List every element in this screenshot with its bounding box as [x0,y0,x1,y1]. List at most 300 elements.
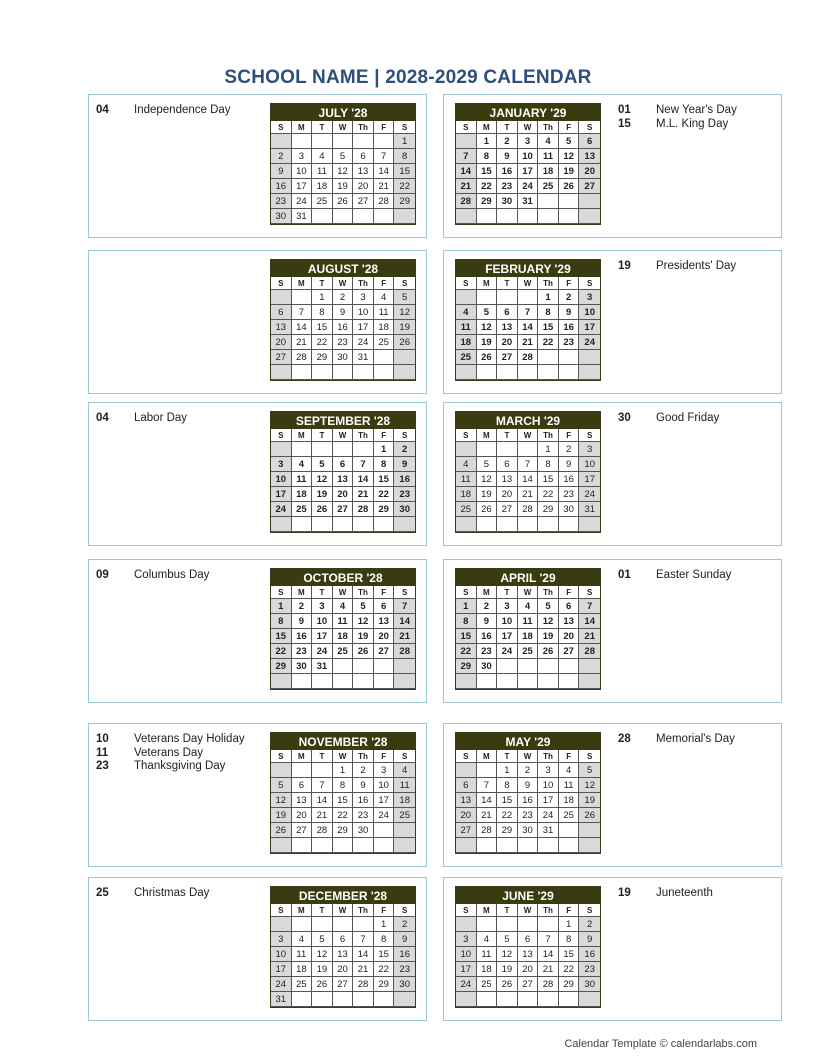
day-cell [292,290,313,305]
weekday-header: M [292,121,313,134]
day-cell: 11 [538,149,559,164]
day-cell: 19 [333,179,354,194]
holiday-name: M.L. King Day [656,117,729,130]
day-cell: 15 [559,947,580,962]
day-cell: 22 [374,962,395,977]
day-cell: 22 [559,962,580,977]
month-header: AUGUST '28 [271,260,415,277]
holiday-date: 28 [618,733,631,745]
day-cell: 19 [477,487,498,502]
day-cell: 2 [497,134,518,149]
day-cell: 14 [477,793,498,808]
day-cell: 4 [456,457,477,472]
day-cell [456,290,477,305]
day-cell [292,442,313,457]
day-cell: 31 [579,502,600,517]
day-cell: 28 [292,350,313,365]
day-cell: 17 [292,179,313,194]
day-cell: 2 [477,599,498,614]
holiday-item [618,118,737,132]
day-cell: 6 [518,932,539,947]
day-cell [292,838,313,853]
day-cell: 15 [538,472,559,487]
day-cell: 14 [353,472,374,487]
holiday-item [618,887,713,901]
day-cell [456,517,477,532]
day-cell: 18 [518,629,539,644]
day-cell: 3 [374,763,395,778]
holiday-item [96,887,209,901]
day-cell [353,659,374,674]
day-cell: 1 [538,290,559,305]
weekday-header: M [477,121,498,134]
day-cell: 12 [559,149,580,164]
month-header: DECEMBER '28 [271,887,415,904]
day-cell: 9 [394,457,415,472]
day-cell [312,838,333,853]
day-cell: 15 [312,320,333,335]
day-cell [374,838,395,853]
day-cell [518,365,539,380]
holiday-name: Easter Sunday [656,569,732,581]
day-cell [374,823,395,838]
weekday-header: S [394,121,415,134]
day-cell [333,659,354,674]
day-cell: 6 [579,134,600,149]
day-cell [477,763,498,778]
day-cell: 16 [518,793,539,808]
day-cell: 25 [394,808,415,823]
day-cell [456,763,477,778]
day-cell: 2 [579,917,600,932]
month-calendar [270,568,416,690]
day-cell: 16 [497,164,518,179]
day-cell: 27 [271,350,292,365]
day-cell [374,517,395,532]
holiday-date: 01 [618,104,631,116]
day-cell: 24 [353,335,374,350]
weekday-header: Th [538,586,559,599]
day-cell [497,517,518,532]
day-cell: 13 [333,947,354,962]
day-cell: 22 [497,808,518,823]
day-cell: 29 [456,659,477,674]
holiday-date: 01 [618,569,631,581]
day-cell: 24 [292,194,313,209]
weekday-header: S [579,750,600,763]
day-cell [374,134,395,149]
month-calendar [270,103,416,225]
footer-credit: Calendar Template © calendarlabs.com [564,1038,757,1050]
day-cell [312,517,333,532]
weekday-header: W [518,904,539,917]
day-cell: 14 [518,472,539,487]
day-cell: 26 [497,977,518,992]
day-cell: 20 [333,962,354,977]
day-cell: 7 [518,457,539,472]
day-cell: 16 [559,320,580,335]
day-cell: 17 [353,320,374,335]
holiday-date: 19 [618,260,631,272]
day-cell: 14 [394,614,415,629]
day-cell [456,365,477,380]
day-cell [456,917,477,932]
day-cell: 8 [477,149,498,164]
day-cell: 10 [292,164,313,179]
day-cell: 5 [477,457,498,472]
weekday-header: M [292,904,313,917]
day-cell: 7 [456,149,477,164]
day-cell: 17 [456,962,477,977]
day-cell: 10 [579,305,600,320]
weekday-header: F [374,586,395,599]
day-cell [353,209,374,224]
day-cell [353,442,374,457]
day-cell: 10 [374,778,395,793]
day-cell: 6 [374,599,395,614]
day-cell: 31 [271,992,292,1007]
weekday-header: W [333,586,354,599]
day-cell: 20 [456,808,477,823]
day-cell: 10 [456,947,477,962]
day-cell [579,838,600,853]
day-cell: 21 [456,179,477,194]
holiday-item [96,104,231,118]
weekday-header: F [559,429,580,442]
day-cell: 26 [559,179,580,194]
month-calendar [270,259,416,381]
day-cell: 17 [312,629,333,644]
day-cell: 15 [374,947,395,962]
day-cell: 22 [477,179,498,194]
day-cell [497,659,518,674]
day-cell: 8 [538,457,559,472]
day-cell: 20 [497,487,518,502]
day-cell [353,917,374,932]
day-cell: 8 [497,778,518,793]
weekday-header: S [271,586,292,599]
day-cell [292,517,313,532]
day-cell: 4 [394,763,415,778]
holiday-item [96,569,209,583]
weekday-header: S [579,121,600,134]
day-cell: 1 [374,442,395,457]
day-cell: 12 [353,614,374,629]
day-cell: 1 [333,763,354,778]
holiday-item [618,569,731,583]
day-cell: 24 [456,977,477,992]
day-cell: 19 [538,629,559,644]
day-cell: 16 [559,472,580,487]
day-cell [579,674,600,689]
day-cell: 26 [353,644,374,659]
day-cell: 19 [579,793,600,808]
day-cell: 23 [497,179,518,194]
day-cell: 11 [518,614,539,629]
day-cell: 5 [497,932,518,947]
weekday-header: Th [353,429,374,442]
day-cell [333,442,354,457]
day-cell [312,763,333,778]
holiday-item [96,747,245,761]
day-cell: 26 [394,335,415,350]
holiday-item [96,412,187,426]
day-cell [497,442,518,457]
day-grid [271,429,415,532]
day-cell [312,365,333,380]
holiday-name: New Year's Day [656,104,737,116]
day-cell: 14 [518,320,539,335]
day-cell: 29 [477,194,498,209]
day-cell: 12 [394,305,415,320]
day-cell: 5 [477,305,498,320]
day-cell: 11 [559,778,580,793]
day-cell: 26 [312,977,333,992]
day-cell [518,442,539,457]
day-cell: 27 [292,823,313,838]
day-cell: 28 [579,644,600,659]
day-cell: 18 [456,487,477,502]
day-cell: 29 [559,977,580,992]
day-grid [271,586,415,689]
holiday-date: 09 [96,569,109,581]
day-cell: 4 [333,599,354,614]
day-cell: 29 [538,502,559,517]
day-cell: 20 [353,179,374,194]
weekday-header: M [477,586,498,599]
day-cell: 22 [456,644,477,659]
day-cell: 24 [374,808,395,823]
month-calendar [455,411,601,533]
day-cell: 5 [312,457,333,472]
day-cell: 30 [477,659,498,674]
day-cell: 27 [456,823,477,838]
day-cell: 11 [292,947,313,962]
day-cell: 3 [292,149,313,164]
weekday-header: T [312,750,333,763]
month-calendar [270,732,416,854]
day-cell: 27 [353,194,374,209]
weekday-header: F [374,277,395,290]
day-cell [394,823,415,838]
day-cell: 27 [374,644,395,659]
day-cell: 28 [477,823,498,838]
day-cell: 23 [579,962,600,977]
day-cell: 23 [271,194,292,209]
day-cell: 3 [579,442,600,457]
day-grid [456,277,600,380]
day-cell: 22 [538,335,559,350]
month-header: OCTOBER '28 [271,569,415,586]
day-cell: 13 [559,614,580,629]
day-cell: 5 [312,932,333,947]
day-grid [456,904,600,1007]
month-calendar [270,411,416,533]
day-cell [394,992,415,1007]
day-cell: 19 [312,487,333,502]
day-cell: 19 [394,320,415,335]
weekday-header: W [518,750,539,763]
day-cell: 5 [538,599,559,614]
day-cell: 5 [353,599,374,614]
day-cell: 4 [374,290,395,305]
day-cell [477,517,498,532]
day-cell [292,134,313,149]
day-cell: 18 [292,962,313,977]
day-cell: 9 [333,305,354,320]
day-cell [374,365,395,380]
day-cell: 7 [353,457,374,472]
day-cell [518,659,539,674]
day-cell: 4 [477,932,498,947]
day-cell: 22 [271,644,292,659]
day-cell: 29 [333,823,354,838]
day-cell: 24 [579,487,600,502]
day-cell: 18 [456,335,477,350]
day-cell: 18 [312,179,333,194]
day-cell [333,992,354,1007]
day-cell [374,350,395,365]
day-cell: 7 [353,932,374,947]
weekday-header: Th [538,121,559,134]
day-cell: 19 [559,164,580,179]
day-cell: 12 [538,614,559,629]
day-cell [333,365,354,380]
day-cell: 2 [559,290,580,305]
day-grid [271,904,415,1007]
day-cell: 30 [497,194,518,209]
day-cell [559,674,580,689]
weekday-header: S [456,277,477,290]
weekday-header: T [497,429,518,442]
day-cell: 20 [271,335,292,350]
day-cell: 20 [518,962,539,977]
day-cell [333,517,354,532]
day-cell: 1 [394,134,415,149]
day-cell: 8 [312,305,333,320]
day-cell: 2 [394,442,415,457]
day-cell [312,209,333,224]
day-cell: 23 [559,487,580,502]
day-cell [312,917,333,932]
day-cell: 26 [477,502,498,517]
day-cell: 21 [292,335,313,350]
day-cell [292,365,313,380]
weekday-header: T [497,750,518,763]
day-cell: 3 [271,457,292,472]
day-cell: 1 [559,917,580,932]
day-cell: 17 [497,629,518,644]
day-cell: 11 [477,947,498,962]
day-cell: 3 [353,290,374,305]
day-cell: 18 [292,487,313,502]
day-cell: 23 [333,335,354,350]
holiday-item [618,733,735,747]
day-cell: 1 [456,599,477,614]
weekday-header: T [497,121,518,134]
day-cell [456,992,477,1007]
day-cell [559,838,580,853]
day-cell [538,365,559,380]
day-cell: 7 [394,599,415,614]
day-cell: 8 [333,778,354,793]
day-cell [518,674,539,689]
day-cell: 30 [518,823,539,838]
day-cell [538,517,559,532]
day-cell: 12 [477,472,498,487]
holiday-item [618,412,719,426]
holiday-name: Veterans Day Holiday [134,733,245,745]
day-cell: 31 [518,194,539,209]
day-cell: 24 [271,502,292,517]
day-cell [312,992,333,1007]
weekday-header: S [579,586,600,599]
day-cell: 28 [456,194,477,209]
weekday-header: S [579,277,600,290]
day-cell: 23 [518,808,539,823]
day-cell [271,917,292,932]
day-cell: 30 [579,977,600,992]
day-cell: 14 [456,164,477,179]
holiday-item [96,760,245,774]
day-cell: 6 [497,305,518,320]
weekday-header: S [394,750,415,763]
day-cell: 1 [477,134,498,149]
weekday-header: F [374,121,395,134]
day-cell: 24 [579,335,600,350]
holiday-list [618,733,735,747]
day-cell: 10 [353,305,374,320]
month-header: JULY '28 [271,104,415,121]
day-cell [559,350,580,365]
day-cell: 13 [271,320,292,335]
day-cell: 18 [394,793,415,808]
day-cell [292,992,313,1007]
weekday-header: T [497,904,518,917]
day-cell: 8 [559,932,580,947]
day-cell: 13 [497,472,518,487]
day-cell: 14 [292,320,313,335]
day-cell: 13 [497,320,518,335]
weekday-header: Th [353,904,374,917]
day-cell: 28 [518,502,539,517]
day-cell: 16 [477,629,498,644]
day-cell: 8 [456,614,477,629]
day-cell: 9 [477,614,498,629]
holiday-item [618,104,737,118]
day-cell: 6 [497,457,518,472]
day-cell [456,209,477,224]
day-cell: 21 [394,629,415,644]
weekday-header: Th [353,277,374,290]
day-cell: 16 [394,472,415,487]
day-cell: 25 [292,977,313,992]
day-cell [333,209,354,224]
weekday-header: M [477,904,498,917]
day-cell: 8 [394,149,415,164]
day-grid [456,429,600,532]
weekday-header: T [497,586,518,599]
day-cell: 15 [394,164,415,179]
day-cell: 4 [292,932,313,947]
day-cell: 8 [374,932,395,947]
day-cell: 6 [353,149,374,164]
day-cell: 28 [353,977,374,992]
month-header: JUNE '29 [456,887,600,904]
month-header: NOVEMBER '28 [271,733,415,750]
day-cell: 3 [497,599,518,614]
day-cell: 9 [579,932,600,947]
